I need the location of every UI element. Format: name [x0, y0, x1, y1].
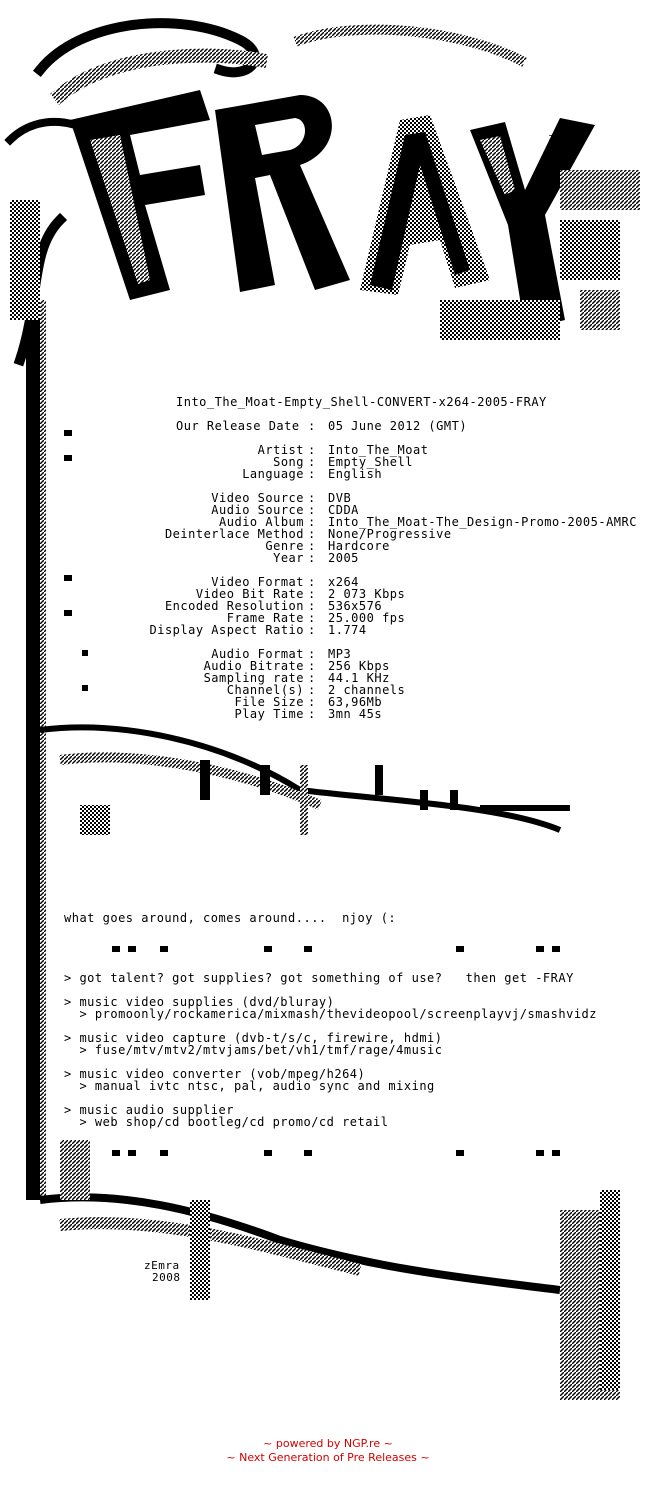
note-line: > web shop/cd bootleg/cd promo/cd retail	[64, 1115, 389, 1129]
info-label: Audio Bitrate	[203, 659, 304, 673]
info-value: 1.774	[328, 623, 367, 637]
info-label: Audio Album	[219, 515, 304, 529]
info-separator: :	[308, 515, 316, 529]
info-value: x264	[328, 575, 359, 589]
info-value: Into_The_Moat	[328, 443, 429, 457]
info-separator: :	[308, 551, 316, 565]
dot-separator	[0, 1150, 656, 1158]
release-date-value: 05 June 2012 (GMT)	[328, 419, 468, 433]
footer-powered-by: ~ powered by NGP.re ~	[263, 1437, 393, 1450]
info-value: 536x576	[328, 599, 383, 613]
info-value: 256 Kbps	[328, 659, 390, 673]
info-value: 63,96Mb	[328, 695, 383, 709]
info-label: Deinterlace Method	[164, 527, 304, 541]
info-separator: :	[308, 503, 316, 517]
logo-tag: zEmra	[548, 131, 584, 144]
info-label: Video Format	[211, 575, 304, 589]
info-value: 44.1 KHz	[328, 671, 390, 685]
info-value: 2 073 Kbps	[328, 587, 406, 601]
info-separator: :	[308, 611, 316, 625]
info-separator: :	[308, 467, 316, 481]
info-value: DVB	[328, 491, 352, 505]
info-value: English	[328, 467, 383, 481]
info-label: Audio Format	[211, 647, 304, 661]
info-separator: :	[308, 539, 316, 553]
info-label: Song	[273, 455, 304, 469]
info-label: File Size	[234, 695, 304, 709]
info-label: Language	[242, 467, 304, 481]
info-value: 2005	[328, 551, 359, 565]
signature-year: 2008	[152, 1271, 181, 1284]
info-separator: :	[308, 695, 316, 709]
info-label: Play Time	[234, 707, 304, 721]
bottom-swoosh	[40, 1140, 620, 1400]
info-separator: :	[308, 443, 316, 457]
info-separator: :	[308, 683, 316, 697]
info-label: Genre	[265, 539, 304, 553]
info-separator: :	[308, 647, 316, 661]
motto-text: what goes around, comes around.... njoy (:	[64, 911, 397, 925]
footer-tagline: ~ Next Generation of Pre Releases ~	[226, 1451, 430, 1464]
signature-name: zEmra	[144, 1259, 180, 1272]
info-separator: :	[308, 527, 316, 541]
info-label: Sampling rate	[203, 671, 304, 685]
info-value: None/Progressive	[328, 527, 452, 541]
note-line: > music video capture (dvb-t/s/c, firewire, hdmi)	[64, 1031, 443, 1045]
info-label: Audio Source	[211, 503, 304, 517]
info-value: Into_The_Moat-The_Design-Promo-2005-AMRC	[328, 515, 637, 529]
info-label: Frame Rate	[226, 611, 304, 625]
info-value: 3mn 45s	[328, 707, 383, 721]
info-value: Empty_Shell	[328, 455, 413, 469]
note-line: > music video supplies (dvd/bluray)	[64, 995, 335, 1009]
info-row	[0, 552, 656, 564]
info-separator: :	[308, 575, 316, 589]
info-label: Display Aspect Ratio	[149, 623, 304, 637]
info-value: 2 channels	[328, 683, 406, 697]
info-separator: :	[308, 587, 316, 601]
info-separator: :	[308, 599, 316, 613]
info-label: Video Bit Rate	[195, 587, 304, 601]
info-separator: :	[308, 623, 316, 637]
note-line: > manual ivtc ntsc, pal, audio sync and mixing	[64, 1079, 435, 1093]
note-line: > promoonly/rockamerica/mixmash/thevideopool/screenplayvj/smashvidz	[64, 1007, 597, 1021]
note-line: > music video converter (vob/mpeg/h264)	[64, 1067, 366, 1081]
info-separator: :	[308, 455, 316, 469]
info-separator: :	[308, 659, 316, 673]
release-date-label: Our Release Date	[176, 419, 300, 433]
note-line: > music audio supplier	[64, 1103, 234, 1117]
info-row	[0, 624, 656, 636]
release-date-separator: :	[308, 419, 316, 433]
info-separator: :	[308, 491, 316, 505]
release-title: Into_The_Moat-Empty_Shell-CONVERT-x264-2005-FRAY	[176, 395, 547, 409]
info-label: Video Source	[211, 491, 304, 505]
info-value: MP3	[328, 647, 352, 661]
info-label: Artist	[257, 443, 304, 457]
middle-swoosh	[40, 728, 570, 836]
info-value: CDDA	[328, 503, 359, 517]
info-label: Channel(s)	[226, 683, 304, 697]
info-value: Hardcore	[328, 539, 390, 553]
dot-separator	[0, 946, 656, 954]
logo-letters	[70, 90, 595, 330]
info-label: Year	[273, 551, 304, 565]
note-line: > fuse/mtv/mtv2/mtvjams/bet/vh1/tmf/rage/4music	[64, 1043, 443, 1057]
info-separator: :	[308, 671, 316, 685]
info-row	[0, 468, 656, 480]
info-separator: :	[308, 707, 316, 721]
info-row	[0, 708, 656, 720]
info-label: Encoded Resolution	[164, 599, 304, 613]
note-line: > got talent? got supplies? got something of use? then get -FRAY	[64, 971, 574, 985]
info-value: 25.000 fps	[328, 611, 406, 625]
